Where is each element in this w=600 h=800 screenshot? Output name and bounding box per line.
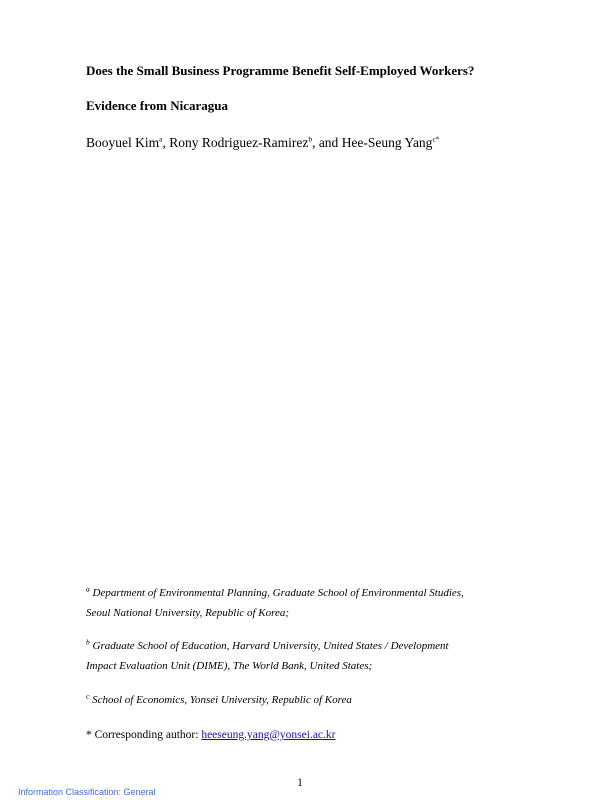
corresponding-author-label: * Corresponding author: [86, 729, 202, 741]
affiliation-text: Department of Environmental Planning, Graduate School of Environmental Studies, [92, 587, 464, 599]
author-affiliation-mark: b [308, 134, 313, 144]
author-affiliation-mark: a [159, 134, 163, 144]
affiliation-mark: c [86, 691, 90, 701]
affiliation-text: Seoul National University, Republic of Korea; [86, 607, 290, 619]
corresponding-author [86, 726, 335, 744]
affiliation-mark: a [86, 584, 90, 594]
affiliation-a [86, 583, 526, 623]
author-list [86, 134, 440, 152]
affiliation-text: Impact Evaluation Unit (DIME), The World Bank, United States; [86, 660, 373, 672]
author-separator: , [162, 135, 170, 150]
author-name: Rony Rodriguez-Ramirez [169, 135, 309, 150]
paper-title-line-1: Does the Small Business Programme Benefit Self-Employed Workers? [86, 63, 475, 78]
author-name: Booyuel Kim [86, 135, 160, 150]
information-classification-label: Information Classification: General [18, 787, 156, 797]
affiliation-text: School of Economics, Yonsei University, Republic of Korea [92, 694, 352, 706]
affiliation-text: Graduate School of Education, Harvard University, United States / Development [92, 640, 449, 652]
affiliation-b [86, 636, 526, 676]
corresponding-email-link[interactable]: heeseung.yang@yonsei.ac.kr [201, 729, 336, 741]
author-name: Hee-Seung Yang [341, 135, 433, 150]
author-separator: , and [312, 135, 342, 150]
affiliation-c [86, 690, 526, 710]
affiliation-mark: b [86, 637, 90, 647]
paper-title-line-2: Evidence from Nicaragua [86, 98, 229, 113]
author-affiliation-mark: c* [432, 134, 440, 144]
page-number: 1 [297, 777, 303, 789]
